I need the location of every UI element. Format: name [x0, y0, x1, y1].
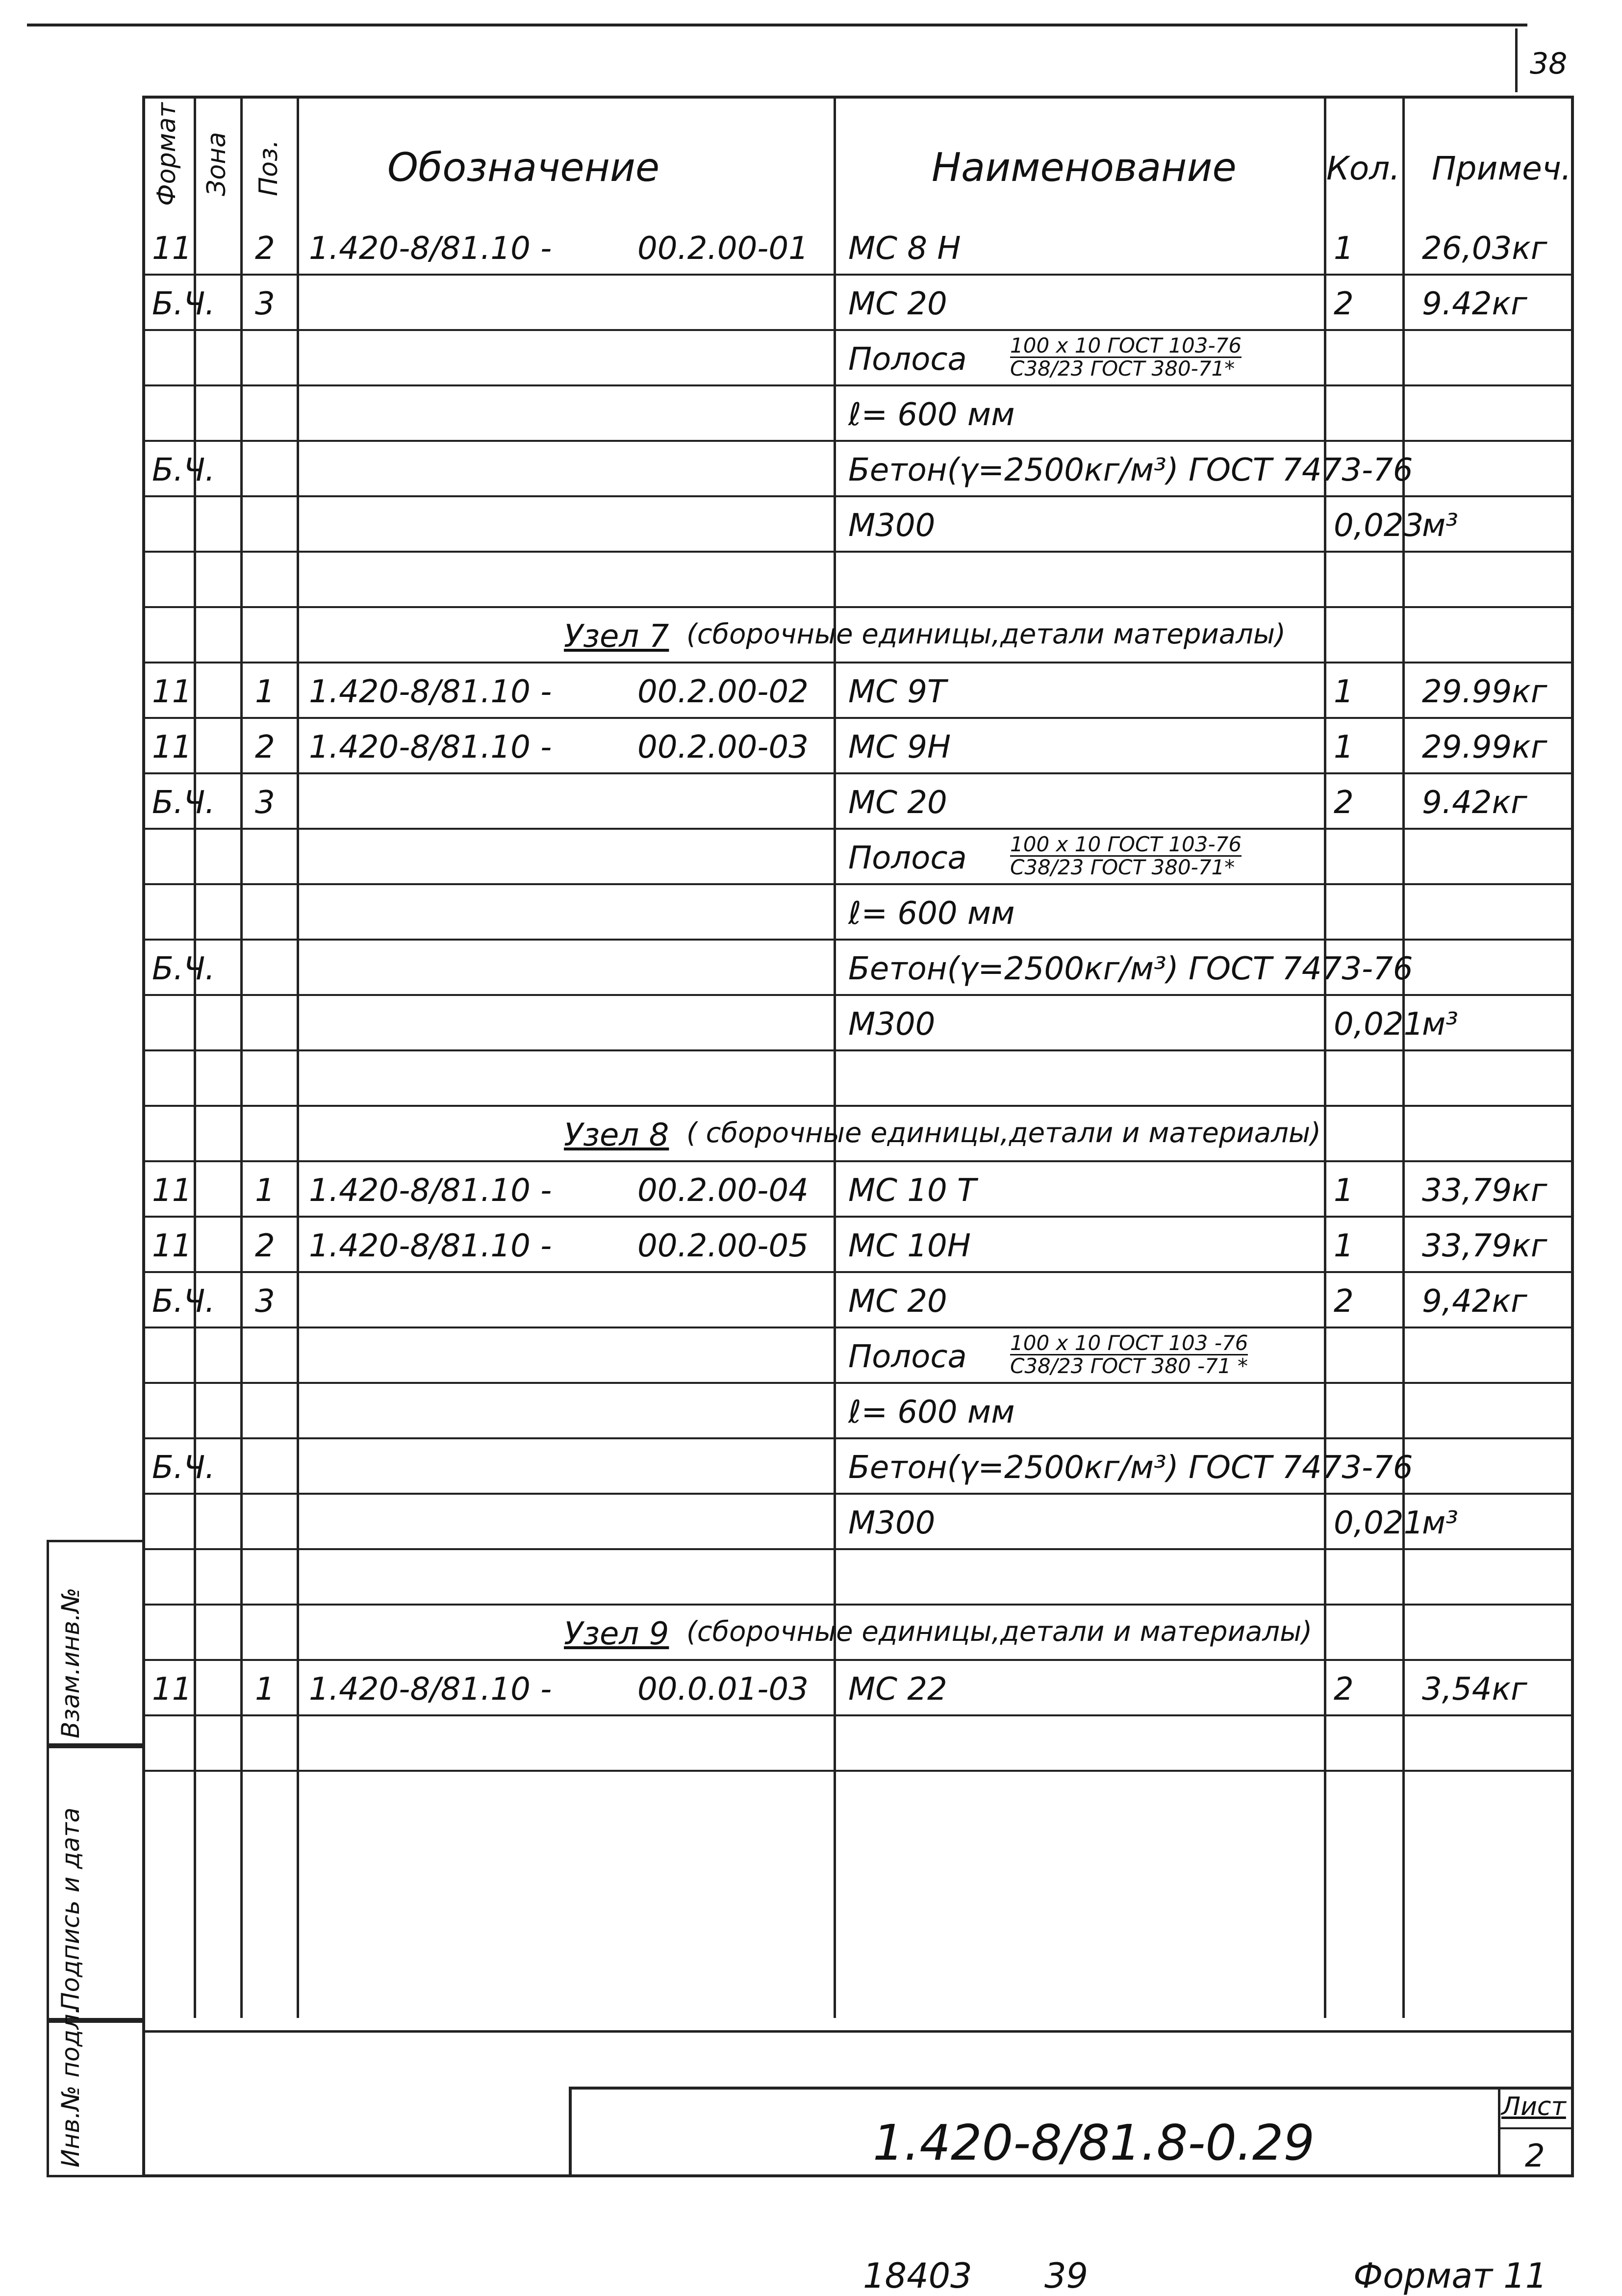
row-divider — [142, 1382, 1574, 1384]
cell-quantity: 2 — [1334, 785, 1354, 821]
fraction-numerator: 100 х 10 ГОСТ 103-76 — [1010, 832, 1242, 856]
fraction-numerator: 100 х 10 ГОСТ 103 -76 — [1010, 1331, 1248, 1355]
row-divider — [142, 495, 1574, 497]
row-divider — [142, 606, 1574, 608]
gost-fraction — [1010, 1332, 1248, 1377]
cell-designation: 1.420-8/81.10 - — [309, 230, 552, 267]
cell-note: 33,79кг — [1422, 1173, 1547, 1209]
row-divider — [142, 1271, 1574, 1273]
cell-name: ℓ= 600 мм — [848, 397, 1015, 433]
header-note: Примеч. — [1432, 150, 1571, 187]
header-qty: Кол. — [1326, 150, 1400, 187]
cell-quantity: 2 — [1334, 286, 1354, 322]
cell-quantity: 0,023 — [1334, 508, 1424, 544]
cell-format: Б.Ч. — [152, 452, 215, 488]
row-divider — [142, 772, 1574, 774]
cell-name: МС 10 Т — [848, 1173, 977, 1209]
cell-note: м³ — [1422, 1505, 1458, 1541]
row-divider — [142, 440, 1574, 442]
cell-format: Б.Ч. — [152, 286, 215, 322]
section-subtitle: (сборочные единицы,детали и материалы) — [686, 1616, 1313, 1648]
cell-name: Полоса — [848, 840, 967, 876]
row-divider — [142, 1714, 1574, 1716]
sheet-value: 2 — [1525, 2138, 1545, 2174]
section-subtitle: ( сборочные единицы,детали и материалы) — [686, 1117, 1321, 1149]
document-code: 1.420-8/81.8-0.29 — [873, 2114, 1315, 2171]
row-divider — [142, 1327, 1574, 1328]
cell-position: 3 — [255, 286, 275, 322]
cell-format: 11 — [152, 1173, 192, 1209]
cell-name: МС 9Н — [848, 729, 951, 765]
cell-name: Полоса — [848, 1339, 967, 1375]
cell-quantity: 0,021 — [1334, 1006, 1424, 1043]
gost-fraction — [1010, 335, 1242, 380]
cell-note: 9.42кг — [1422, 785, 1527, 821]
section-title: Узел 7 — [564, 618, 669, 655]
cell-position: 2 — [255, 1228, 275, 1264]
header-format: Формат — [152, 102, 181, 206]
cell-note: 29.99кг — [1422, 674, 1547, 710]
cell-position: 2 — [255, 729, 275, 765]
row-divider — [142, 1770, 1574, 1772]
cell-position: 2 — [255, 230, 275, 267]
row-divider — [142, 551, 1574, 553]
top-border-line — [27, 24, 1527, 26]
cell-name: Бетон(γ=2500кг/м³) ГОСТ 7473-76 — [848, 452, 1413, 488]
row-divider — [142, 274, 1574, 276]
cell-note: 33,79кг — [1422, 1228, 1547, 1264]
cell-name: МС 20 — [848, 1283, 947, 1320]
header-designation: Обозначение — [387, 145, 660, 190]
row-divider — [142, 828, 1574, 830]
sheet-label: Лист — [1501, 2092, 1566, 2121]
title-block-top-line — [142, 2030, 1574, 2033]
cell-quantity: 1 — [1334, 230, 1354, 267]
col-line-zone — [240, 96, 243, 2018]
sheet-number-box — [1515, 28, 1518, 92]
section-title: Узел 8 — [564, 1117, 669, 1153]
sheet-number: 38 — [1530, 47, 1568, 81]
cell-designation: 1.420-8/81.10 - — [309, 729, 552, 765]
cell-quantity: 1 — [1334, 1228, 1354, 1264]
cell-quantity: 2 — [1334, 1283, 1354, 1320]
fraction-denominator: С38/23 ГОСТ 380-71* — [1010, 357, 1235, 381]
fraction-denominator: С38/23 ГОСТ 380 -71 * — [1010, 1354, 1248, 1378]
cell-name: ℓ= 600 мм — [848, 895, 1015, 932]
side-label-orig-inv: Инв.№ подл. — [56, 2006, 85, 2168]
title-block-divider — [1498, 2087, 1500, 2177]
cell-name: МС 20 — [848, 785, 947, 821]
section-subtitle: (сборочные единицы,детали материалы) — [686, 618, 1286, 650]
cell-note: м³ — [1422, 1006, 1458, 1043]
cell-designation-suffix: 00.2.00-02 — [637, 674, 809, 710]
col-line-pos — [297, 96, 299, 2018]
cell-position: 1 — [255, 1671, 275, 1708]
header-name: Наименование — [932, 145, 1237, 190]
cell-position: 3 — [255, 785, 275, 821]
cell-designation: 1.420-8/81.10 - — [309, 674, 552, 710]
cell-note: м³ — [1422, 508, 1458, 544]
cell-format: Б.Ч. — [152, 951, 215, 987]
cell-designation-suffix: 00.2.00-04 — [637, 1173, 809, 1209]
row-divider — [142, 994, 1574, 996]
title-block-sheet-divider — [1498, 2127, 1574, 2129]
fraction-numerator: 100 х 10 ГОСТ 103-76 — [1010, 333, 1242, 357]
cell-designation: 1.420-8/81.10 - — [309, 1228, 552, 1264]
cell-designation-suffix: 00.2.00-03 — [637, 729, 809, 765]
cell-quantity: 1 — [1334, 1173, 1354, 1209]
row-divider — [142, 662, 1574, 663]
row-divider — [142, 1049, 1574, 1051]
row-divider — [142, 1548, 1574, 1550]
footer-format: Формат 11 — [1353, 2256, 1547, 2296]
cell-quantity: 0,021 — [1334, 1505, 1424, 1541]
row-divider — [142, 1216, 1574, 1218]
row-divider — [142, 1604, 1574, 1606]
row-divider — [142, 384, 1574, 386]
cell-quantity: 2 — [1334, 1671, 1354, 1708]
row-divider — [142, 939, 1574, 941]
row-divider — [142, 1160, 1574, 1162]
cell-format: 11 — [152, 230, 192, 267]
side-label-signature: Подпись и дата — [56, 1807, 85, 2011]
col-line-name — [1324, 96, 1326, 2018]
cell-name: Бетон(γ=2500кг/м³) ГОСТ 7473-76 — [848, 1450, 1413, 1486]
cell-note: 9.42кг — [1422, 286, 1527, 322]
col-line-qty — [1402, 96, 1405, 2018]
col-line-designation — [834, 96, 836, 2018]
side-label-replace-inv: Взам.инв.№ — [56, 1587, 85, 1738]
cell-name: МС 8 Н — [848, 230, 961, 267]
row-divider — [142, 717, 1574, 719]
cell-designation-suffix: 00.0.01-03 — [637, 1671, 809, 1708]
cell-format: 11 — [152, 674, 192, 710]
row-divider — [142, 1437, 1574, 1439]
section-title: Узел 9 — [564, 1616, 669, 1652]
cell-name: М300 — [848, 1505, 936, 1541]
cell-name: МС 20 — [848, 286, 947, 322]
header-zone: Зона — [202, 131, 231, 196]
fraction-denominator: С38/23 ГОСТ 380-71* — [1010, 855, 1235, 880]
cell-designation-suffix: 00.2.00-01 — [637, 230, 809, 267]
cell-note: 3,54кг — [1422, 1671, 1527, 1708]
footer-page-number: 39 — [1044, 2256, 1089, 2296]
cell-name: ℓ= 600 мм — [848, 1394, 1015, 1430]
cell-name: МС 22 — [848, 1671, 947, 1708]
cell-format: 11 — [152, 1671, 192, 1708]
footer-order-number: 18403 — [863, 2256, 972, 2296]
cell-format: Б.Ч. — [152, 785, 215, 821]
cell-name: МС 9Т — [848, 674, 947, 710]
cell-name: Бетон(γ=2500кг/м³) ГОСТ 7473-76 — [848, 951, 1413, 987]
cell-quantity: 1 — [1334, 729, 1354, 765]
cell-designation: 1.420-8/81.10 - — [309, 1671, 552, 1708]
row-divider — [142, 1105, 1574, 1107]
cell-name: МС 10Н — [848, 1228, 971, 1264]
cell-note: 29.99кг — [1422, 729, 1547, 765]
cell-format: Б.Ч. — [152, 1450, 215, 1486]
cell-note: 9,42кг — [1422, 1283, 1527, 1320]
cell-name: М300 — [848, 1006, 936, 1043]
cell-position: 1 — [255, 674, 275, 710]
cell-format: Б.Ч. — [152, 1283, 215, 1320]
col-line-format — [194, 96, 196, 2018]
cell-position: 3 — [255, 1283, 275, 1320]
row-divider — [142, 1659, 1574, 1661]
cell-format: 11 — [152, 729, 192, 765]
cell-name: М300 — [848, 508, 936, 544]
gost-fraction — [1010, 834, 1242, 878]
row-divider — [142, 1493, 1574, 1495]
cell-quantity: 1 — [1334, 674, 1354, 710]
header-pos: Поз. — [254, 139, 283, 196]
row-divider — [142, 329, 1574, 331]
cell-designation: 1.420-8/81.10 - — [309, 1173, 552, 1209]
cell-format: 11 — [152, 1228, 192, 1264]
row-divider — [142, 883, 1574, 885]
cell-designation-suffix: 00.2.00-05 — [637, 1228, 809, 1264]
cell-note: 26,03кг — [1422, 230, 1547, 267]
cell-position: 1 — [255, 1173, 275, 1209]
cell-name: Полоса — [848, 341, 967, 378]
